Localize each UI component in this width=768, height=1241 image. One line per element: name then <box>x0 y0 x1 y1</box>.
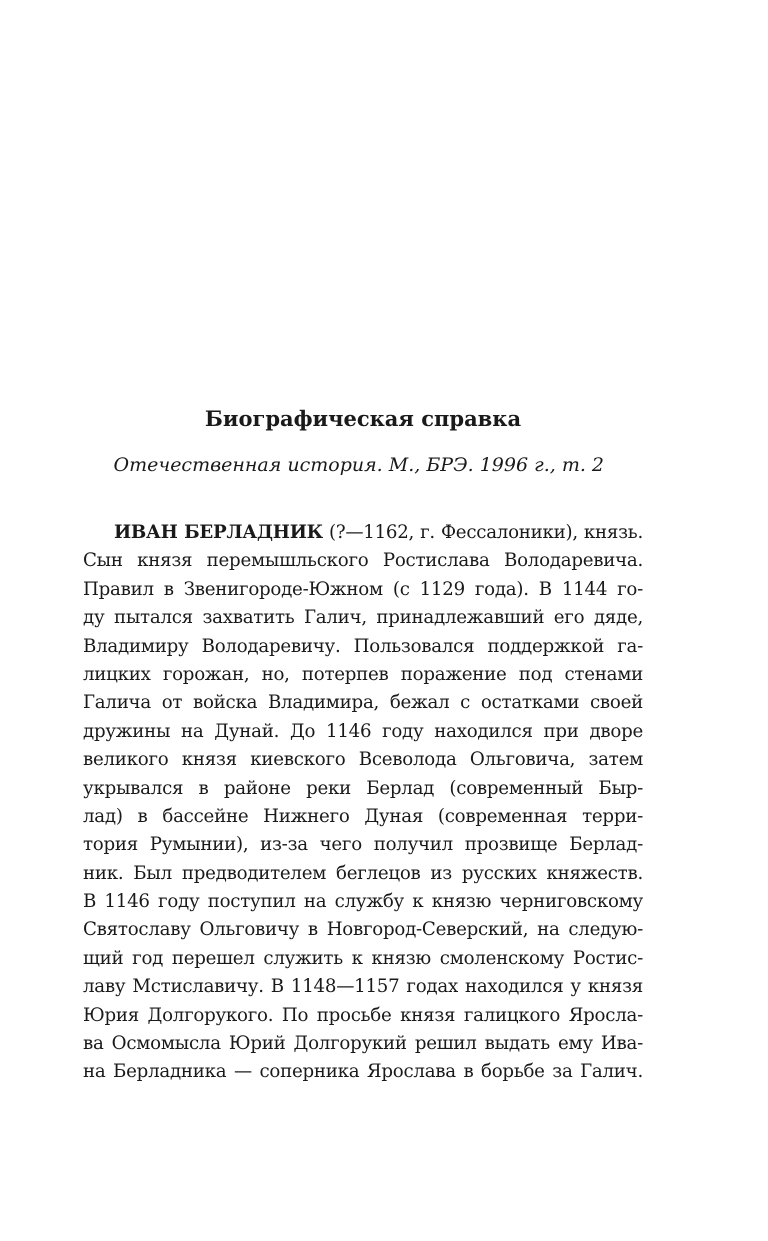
paragraph-line: ник. Был предводителем беглецов из русских княжеств. <box>83 862 643 884</box>
paragraph-line: Святославу Ольговичу в Новгород-Северский, на следую- <box>83 919 643 941</box>
paragraph-line: на Берладника — соперника Ярослава в борьбе за Галич. <box>83 1061 643 1083</box>
paragraph-line: ду пытался захватить Галич, принадлежавший его дяде, <box>83 607 643 629</box>
paragraph-line: лад) в бассейне Нижнего Дуная (современная терри- <box>83 805 643 827</box>
source-citation: Отечественная история. М., БРЭ. 1996 г., т. 2 <box>113 454 604 476</box>
paragraph-line: великого князя киевского Всеволода Ольговича, затем <box>83 749 643 771</box>
paragraph-line: Юрия Долгорукого. По просьбе князя галицкого Яросла- <box>83 1004 643 1026</box>
entry-name: ИВАН БЕРЛАДНИК <box>114 522 323 543</box>
paragraph-line: тория Румынии), из-за чего получил прозвище Берлад- <box>83 834 643 856</box>
paragraph-line: Правил в Звенигороде-Южном (с 1129 года). В 1144 го- <box>83 578 643 600</box>
biography-entry <box>83 519 643 1087</box>
paragraph-line: укрывался в районе реки Берлад (современный Быр- <box>83 777 643 799</box>
paragraph-line-1 <box>83 519 643 547</box>
paragraph-line: ва Осмомысла Юрий Долгорукий решил выдать ему Ива- <box>83 1033 643 1055</box>
paragraph-line: дружины на Дунай. До 1146 году находился при дворе <box>83 720 643 742</box>
paragraph-line: Галича от войска Владимира, бежал с остатками своей <box>83 692 643 714</box>
paragraph-line: лаву Мстиславичу. В 1148—1157 годах находился у князя <box>83 976 643 998</box>
section-heading: Биографическая справка <box>204 406 522 431</box>
paragraph-line: лицких горожан, но, потерпев поражение под стенами <box>83 663 643 685</box>
paragraph-line: Владимиру Володаревичу. Пользовался поддержкой га- <box>83 635 643 657</box>
paragraph-line: Сын князя перемышльского Ростислава Володаревича. <box>83 550 643 572</box>
entry-dates: (?—1162, г. Фессалоники), князь. <box>322 522 643 543</box>
paragraph-line: щий год перешел служить к князю смоленскому Ростис- <box>83 947 643 969</box>
paragraph-line: В 1146 году поступил на службу к князю черниговскому <box>83 891 643 913</box>
